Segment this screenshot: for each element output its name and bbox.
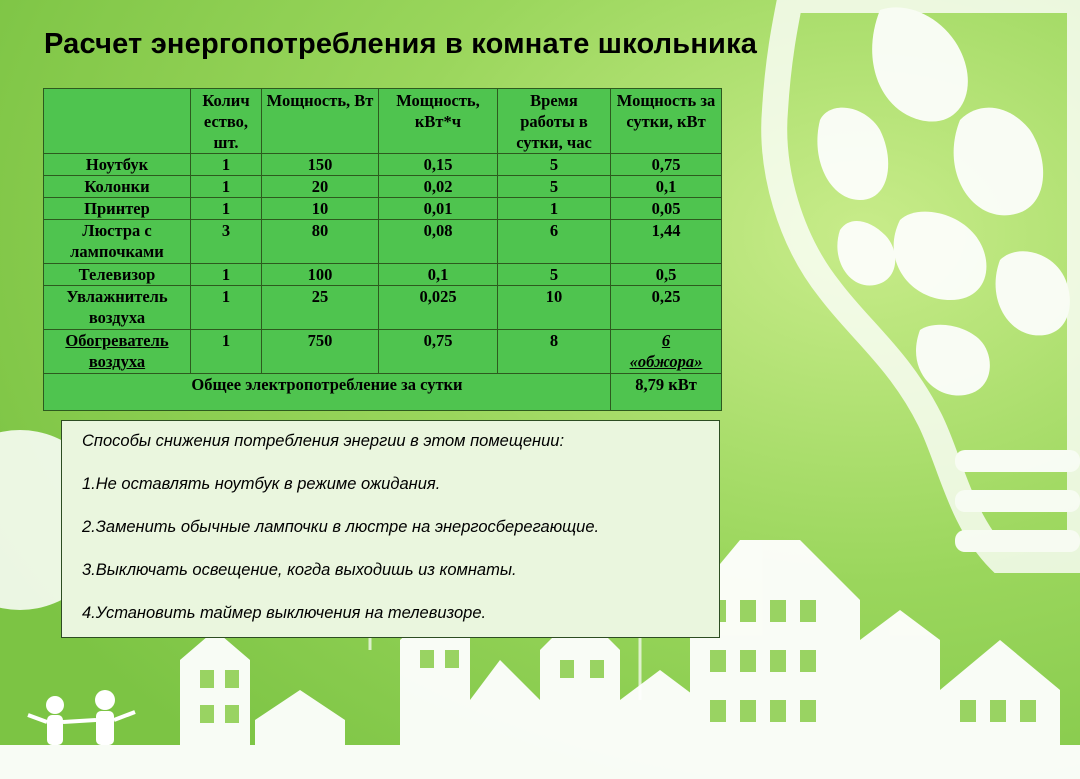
- power-w-cell: 80: [262, 220, 379, 264]
- power-kw-cell: 0,08: [379, 220, 498, 264]
- daily-cell: 0,5: [611, 264, 722, 286]
- hours-cell: 6: [498, 220, 611, 264]
- device-name: Телевизор: [44, 264, 191, 286]
- device-name: Увлажнитель воздуха: [44, 286, 191, 330]
- header-power-w: Мощность, Вт: [262, 89, 379, 154]
- daily-value: 6: [661, 331, 671, 350]
- daily-cell: 0,05: [611, 198, 722, 220]
- power-w-cell: 750: [262, 330, 379, 374]
- hours-cell: 1: [498, 198, 611, 220]
- hours-cell: 10: [498, 286, 611, 330]
- daily-cell: [611, 330, 722, 374]
- quantity-cell: 1: [191, 330, 262, 374]
- device-name: Обогреватель воздуха: [44, 330, 191, 374]
- table-header-row: [44, 89, 722, 154]
- power-w-cell: 100: [262, 264, 379, 286]
- total-label: Общее электропотребление за сутки: [44, 374, 611, 411]
- total-row: [44, 374, 722, 411]
- power-kw-cell: 0,01: [379, 198, 498, 220]
- power-kw-cell: 0,15: [379, 154, 498, 176]
- device-name: Принтер: [44, 198, 191, 220]
- power-w-cell: 150: [262, 154, 379, 176]
- hours-cell: 8: [498, 330, 611, 374]
- power-kw-cell: 0,025: [379, 286, 498, 330]
- table-row: [44, 220, 722, 264]
- quantity-cell: 1: [191, 198, 262, 220]
- hours-cell: 5: [498, 154, 611, 176]
- tip-item: 1.Не оставлять ноутбук в режиме ожидания.: [82, 475, 441, 493]
- power-w-cell: 20: [262, 176, 379, 198]
- quantity-cell: 3: [191, 220, 262, 264]
- total-value: 8,79 кВт: [611, 374, 722, 411]
- header-hours: Время работы в сутки, час: [498, 89, 611, 154]
- table-row: [44, 176, 722, 198]
- daily-note: «обжора»: [629, 352, 703, 371]
- quantity-cell: 1: [191, 154, 262, 176]
- power-kw-cell: 0,1: [379, 264, 498, 286]
- energy-table: [43, 88, 722, 411]
- power-w-cell: 10: [262, 198, 379, 220]
- tip-item: 3.Выключать освещение, когда выходишь из комнаты.: [82, 561, 517, 579]
- header-daily: Мощность за сутки, кВт: [611, 89, 722, 154]
- device-name: Колонки: [44, 176, 191, 198]
- daily-cell: 0,75: [611, 154, 722, 176]
- table-row: [44, 264, 722, 286]
- power-w-cell: 25: [262, 286, 379, 330]
- power-kw-cell: 0,02: [379, 176, 498, 198]
- energy-saving-tips: [61, 420, 720, 638]
- table-row: [44, 154, 722, 176]
- header-device: [44, 89, 191, 154]
- table-row: [44, 330, 722, 374]
- device-name: Ноутбук: [44, 154, 191, 176]
- table-row: [44, 198, 722, 220]
- quantity-cell: 1: [191, 264, 262, 286]
- header-power-kw: Мощность, кВт*ч: [379, 89, 498, 154]
- daily-cell: 1,44: [611, 220, 722, 264]
- device-name: Люстра с лампочками: [44, 220, 191, 264]
- daily-cell: 0,25: [611, 286, 722, 330]
- tips-heading: Способы снижения потребления энергии в этом помещении:: [82, 432, 565, 450]
- tip-item: 2.Заменить обычные лампочки в люстре на энергосберегающие.: [82, 518, 600, 536]
- table-row: [44, 286, 722, 330]
- header-quantity: Колич ество, шт.: [191, 89, 262, 154]
- daily-cell: 0,1: [611, 176, 722, 198]
- quantity-cell: 1: [191, 286, 262, 330]
- page-title: Расчет энергопотребления в комнате школьника: [44, 28, 758, 60]
- hours-cell: 5: [498, 264, 611, 286]
- tip-item: 4.Установить таймер выключения на телевизоре.: [82, 604, 487, 622]
- quantity-cell: 1: [191, 176, 262, 198]
- power-kw-cell: 0,75: [379, 330, 498, 374]
- hours-cell: 5: [498, 176, 611, 198]
